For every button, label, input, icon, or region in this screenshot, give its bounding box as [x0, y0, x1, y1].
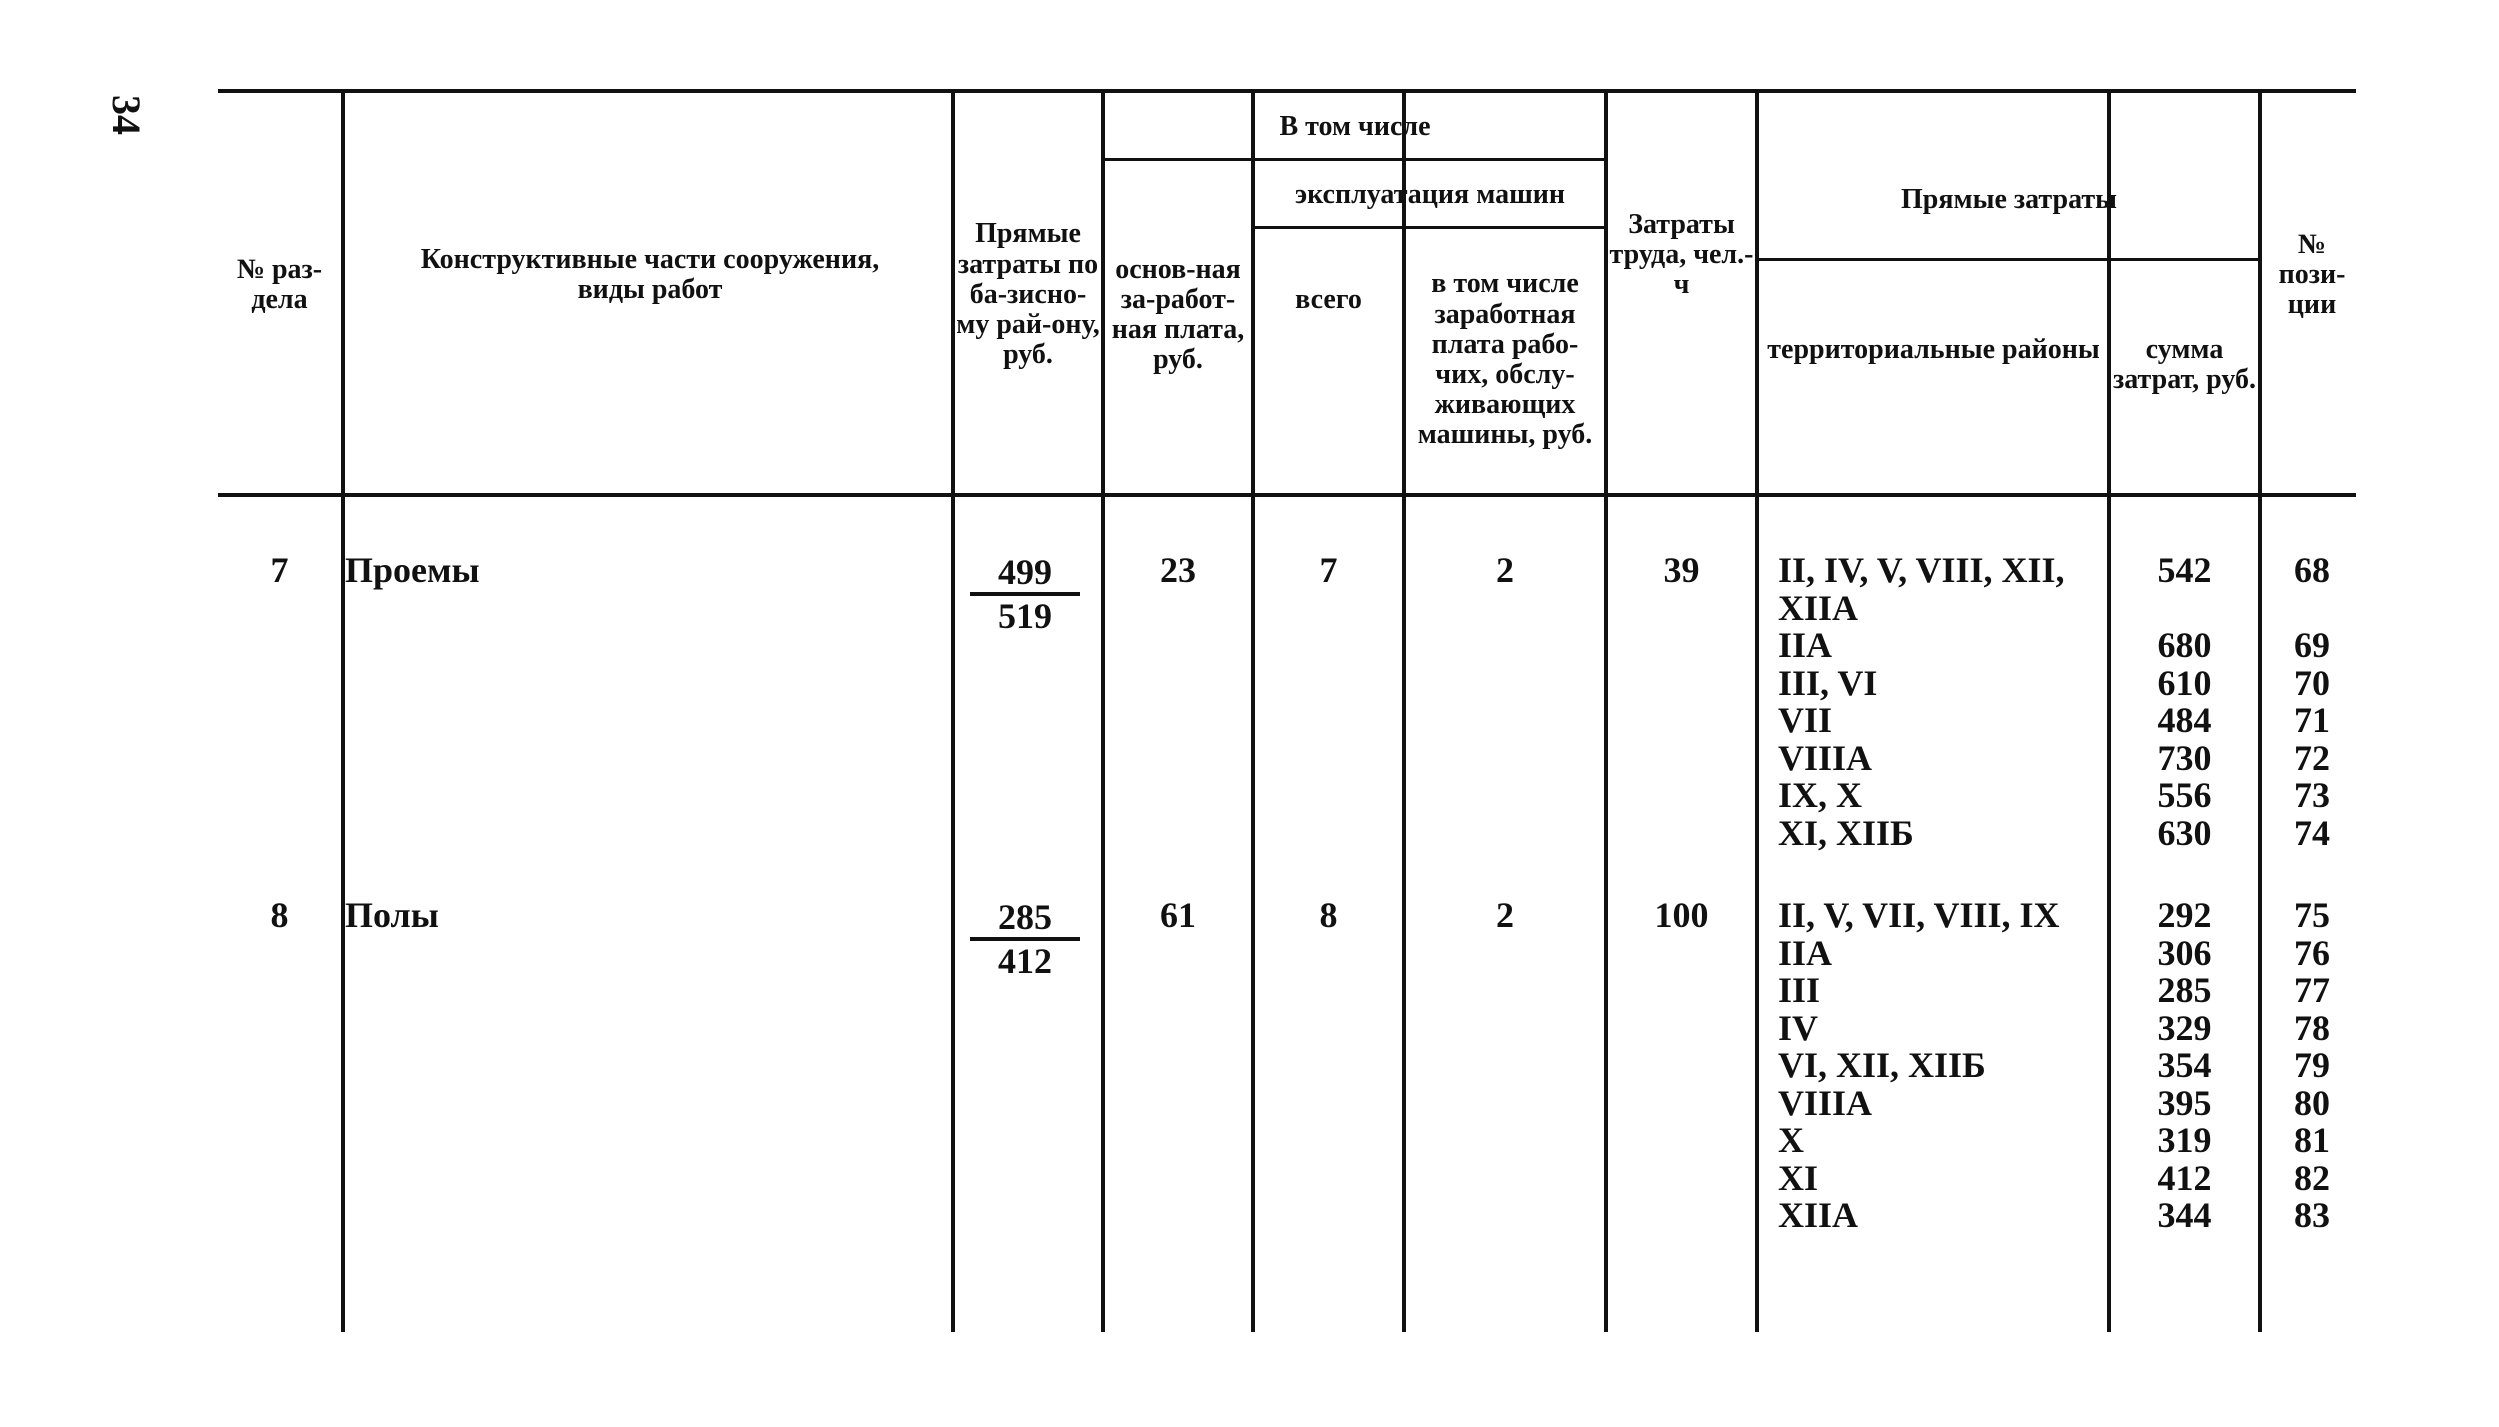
list-item: VII	[1778, 700, 1833, 740]
page-number: 34	[104, 95, 149, 135]
row8-section: 8	[270, 895, 289, 935]
list-item: XIIA	[1778, 1195, 1859, 1235]
row8-machine-wage: 2	[1496, 895, 1514, 935]
list-item: 610	[2157, 662, 2212, 703]
row7-positions	[2262, 552, 2362, 852]
including-subrule	[1101, 158, 1606, 161]
row8-machine-total: 8	[1319, 895, 1338, 935]
list-item: XI, XIIБ	[1778, 812, 1914, 853]
list-item: 285	[2157, 970, 2212, 1010]
list-item: IIA	[1778, 932, 1833, 973]
list-item: 82	[2294, 1157, 2330, 1198]
header-machine-wage: в том числе заработная плата рабо-чих, обслу-живающих машины, руб.	[1417, 268, 1593, 451]
row7-direct-num: 499	[970, 552, 1080, 596]
table-top-rule	[218, 89, 2356, 93]
list-item: 730	[2157, 737, 2212, 778]
header-regions: территориальные районы	[1767, 333, 2100, 365]
header-machine-operation: эксплуатация машин	[1294, 179, 1565, 211]
list-item: 344	[2157, 1195, 2212, 1235]
list-item: 81	[2294, 1120, 2330, 1160]
direct-subrule	[1755, 258, 2258, 261]
row7-direct-fraction	[970, 552, 1080, 636]
list-item: 79	[2294, 1045, 2330, 1085]
header-bottom-rule	[218, 493, 2356, 497]
list-item: 71	[2294, 700, 2330, 740]
header-direct-costs: Прямые затраты	[1901, 183, 2117, 215]
list-item: 73	[2294, 775, 2330, 815]
list-item: 78	[2294, 1007, 2330, 1048]
list-item: IIA	[1778, 625, 1833, 665]
list-item: 69	[2294, 625, 2330, 665]
list-item: 68	[2294, 550, 2330, 590]
list-item: 412	[2157, 1157, 2212, 1198]
row8-regions	[1778, 897, 2059, 1235]
list-item: X	[1778, 1120, 1804, 1160]
row7-basic-wage: 23	[1160, 550, 1196, 590]
list-item: XIIA	[1778, 587, 1859, 628]
row7-machine-wage: 2	[1496, 550, 1514, 590]
list-item: 484	[2157, 700, 2212, 740]
row8-basic-wage: 61	[1160, 895, 1196, 935]
list-item: IX, X	[1778, 775, 1863, 815]
header-total: всего	[1295, 283, 1362, 315]
list-item: 83	[2294, 1195, 2330, 1235]
row8-name: Полы	[345, 895, 439, 935]
row7-regions	[1778, 552, 2065, 852]
list-item	[2111, 590, 2258, 628]
row7-name: Проемы	[345, 550, 480, 590]
list-item: II, V, VII, VIII, IX	[1778, 895, 2060, 935]
col-rule-7	[1755, 92, 1759, 1332]
header-section-no: № раз-дела	[236, 253, 323, 315]
list-item: 70	[2294, 662, 2330, 703]
header-direct-base: Прямые затраты по ба-зисно-му рай-ону, руб.	[956, 218, 1100, 371]
row7-machine-total: 7	[1319, 550, 1338, 590]
row8-direct-den: 412	[998, 941, 1052, 981]
header-parts: Конструктивные части сооружения, виды работ	[420, 243, 880, 305]
list-item: 292	[2157, 895, 2212, 935]
col-rule-1	[341, 92, 345, 1332]
row8-positions	[2262, 897, 2362, 1235]
machine-subrule	[1251, 226, 1606, 229]
row8-direct-fraction	[970, 897, 1080, 981]
list-item: 80	[2294, 1082, 2330, 1123]
row8-direct-num: 285	[970, 897, 1080, 941]
list-item: 306	[2157, 932, 2212, 973]
list-item: 76	[2294, 932, 2330, 973]
list-item: 680	[2157, 625, 2212, 665]
list-item: 556	[2157, 775, 2212, 815]
row8-labor: 100	[1654, 895, 1709, 935]
list-item: 542	[2157, 550, 2212, 590]
list-item: VI, XII, XIIБ	[1778, 1045, 1986, 1085]
list-item: 74	[2294, 812, 2330, 853]
header-position-no: № пози-ции	[2278, 228, 2346, 321]
row7-sums	[2111, 552, 2258, 852]
header-sum: сумма затрат, руб.	[2113, 333, 2256, 395]
list-item	[2262, 590, 2362, 628]
list-item: 319	[2157, 1120, 2212, 1160]
list-item: III	[1778, 970, 1821, 1010]
row8-sums	[2111, 897, 2258, 1235]
header-labor: Затраты труда, чел.-ч	[1609, 208, 1754, 301]
list-item: 77	[2294, 970, 2330, 1010]
list-item: 75	[2294, 895, 2330, 935]
header-including: В том числе	[1279, 111, 1431, 143]
list-item: III, VI	[1778, 662, 1878, 703]
row7-section: 7	[270, 550, 289, 590]
list-item: 630	[2157, 812, 2212, 853]
list-item: 395	[2157, 1082, 2212, 1123]
list-item: II, IV, V, VIII, XII,	[1778, 550, 2065, 590]
list-item: 72	[2294, 737, 2330, 778]
list-item: IV	[1778, 1007, 1819, 1048]
header-basic-wage: основ-ная за-работ-ная плата, руб.	[1111, 253, 1245, 376]
list-item: VIIIA	[1778, 1082, 1873, 1123]
list-item: XI	[1778, 1157, 1819, 1198]
row7-labor: 39	[1663, 550, 1700, 590]
row7-direct-den: 519	[998, 596, 1052, 636]
list-item: 329	[2157, 1007, 2212, 1048]
list-item: 354	[2157, 1045, 2212, 1085]
list-item: VIIIA	[1778, 737, 1873, 778]
